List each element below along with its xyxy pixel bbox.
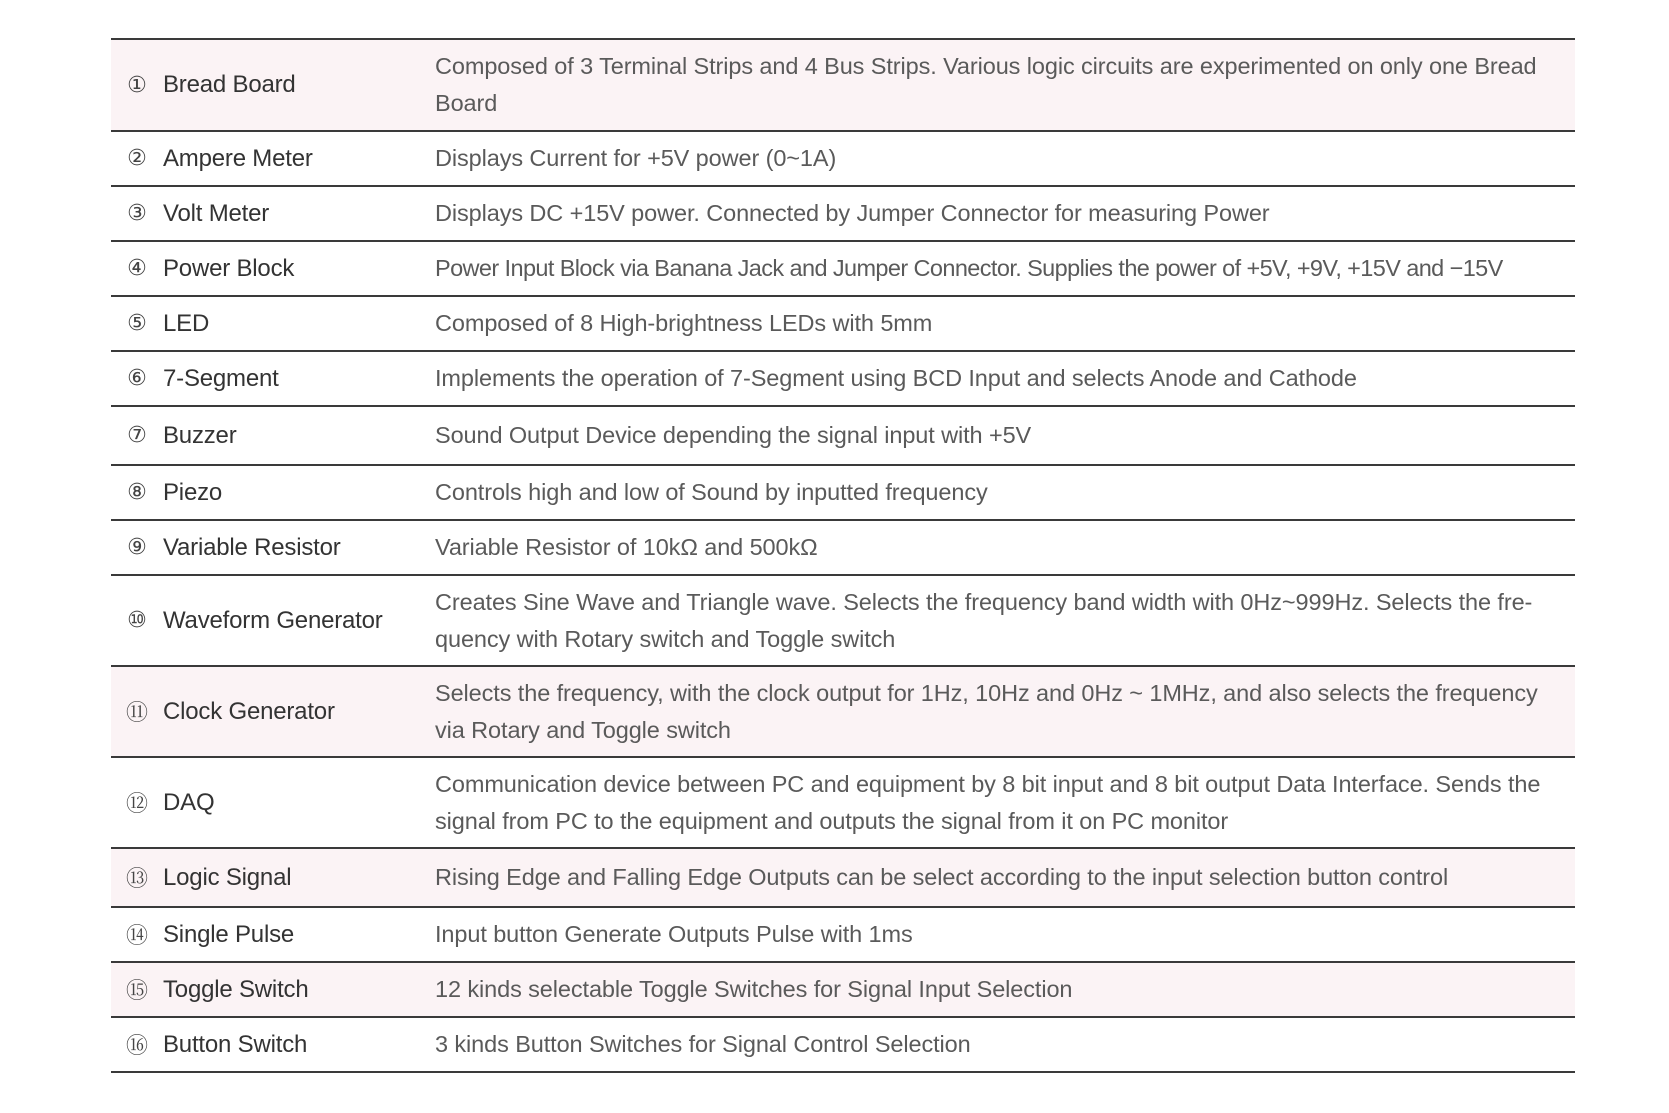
component-name: Ampere Meter xyxy=(163,144,313,172)
row-number: ⑬ xyxy=(125,867,148,892)
component-description: Displays DC +15V power. Connected by Jumper Connector for measuring Power xyxy=(435,200,1270,226)
component-name: Logic Signal xyxy=(163,863,292,891)
row-number: ⑤ xyxy=(127,311,147,336)
table-row xyxy=(111,242,1575,297)
table-row xyxy=(111,297,1575,352)
component-description: Communication device between PC and equipment by 8 bit input and 8 bit output Data Interface. Sends the signal from PC to the equipment and outputs the signal from it on PC monitor xyxy=(435,770,1541,834)
table-row xyxy=(111,407,1575,466)
row-number: ⑧ xyxy=(127,480,147,505)
row-number: ⑪ xyxy=(125,701,148,726)
table-row xyxy=(111,963,1575,1018)
component-name: Variable Resistor xyxy=(163,533,341,561)
component-description: 3 kinds Button Switches for Signal Control Selection xyxy=(435,1031,971,1057)
table-row xyxy=(111,908,1575,963)
component-name: Bread Board xyxy=(163,71,296,98)
row-number: ⑮ xyxy=(125,979,148,1004)
table-row xyxy=(111,849,1575,908)
component-description: Sound Output Device depending the signal input with +5V xyxy=(435,422,1032,448)
row-number: ④ xyxy=(127,256,147,281)
component-name: Piezo xyxy=(163,478,223,506)
component-description: 12 kinds selectable Toggle Switches for Signal Input Selection xyxy=(435,976,1073,1002)
component-description: Implements the operation of 7-Segment using BCD Input and selects Anode and Cathode xyxy=(435,365,1357,391)
table-row xyxy=(111,132,1575,187)
table-row xyxy=(111,187,1575,242)
table-row xyxy=(111,352,1575,407)
row-number: ③ xyxy=(127,201,147,226)
component-description: Displays Current for +5V power (0~1A) xyxy=(435,145,837,171)
component-description: Selects the frequency, with the clock output for 1Hz, 10Hz and 0Hz ~ 1MHz, and also selects the frequency via Rotary and Toggle switch xyxy=(435,679,1538,743)
component-name: Volt Meter xyxy=(163,199,270,227)
component-name: Buzzer xyxy=(163,421,237,449)
component-description: Input button Generate Outputs Pulse with 1ms xyxy=(435,921,913,947)
table-row xyxy=(111,758,1575,849)
component-description: Rising Edge and Falling Edge Outputs can be select according to the input selection button control xyxy=(435,864,1449,890)
component-name: 7-Segment xyxy=(163,364,279,392)
table-row xyxy=(111,1018,1575,1073)
row-number: ⑨ xyxy=(127,535,147,560)
row-number: ⑫ xyxy=(125,792,148,817)
table-row xyxy=(111,466,1575,521)
component-name: DAQ xyxy=(163,788,215,816)
component-name: Waveform Generator xyxy=(163,606,383,634)
row-number: ② xyxy=(127,146,147,171)
table-row xyxy=(111,521,1575,576)
component-name: Power Block xyxy=(163,254,295,282)
component-description: Composed of 3 Terminal Strips and 4 Bus Strips. Various logic circuits are experimented on only one Bread Board xyxy=(435,53,1537,116)
component-name: Toggle Switch xyxy=(163,975,309,1003)
component-spec-table xyxy=(111,38,1575,1073)
component-description: Power Input Block via Banana Jack and Jumper Connector. Supplies the power of +5V, +9V, +15V and −15V xyxy=(435,255,1503,281)
row-number: ⑭ xyxy=(125,924,148,949)
component-description: Creates Sine Wave and Triangle wave. Selects the frequency band width with 0Hz~999Hz. Selects the fre-quency with Rotary switch and Toggle switch xyxy=(435,588,1533,652)
table-row xyxy=(111,40,1575,132)
component-name: Single Pulse xyxy=(163,920,295,948)
table-row xyxy=(111,576,1575,667)
component-description: Variable Resistor of 10kΩ and 500kΩ xyxy=(435,534,818,560)
row-number: ① xyxy=(127,72,147,98)
row-number: ⑯ xyxy=(125,1034,148,1059)
component-name: Clock Generator xyxy=(163,697,335,725)
component-description: Controls high and low of Sound by inputted frequency xyxy=(435,479,988,505)
component-name: Button Switch xyxy=(163,1030,308,1058)
row-number: ⑥ xyxy=(127,366,147,391)
component-description: Composed of 8 High-brightness LEDs with 5mm xyxy=(435,310,933,336)
table-row xyxy=(111,667,1575,758)
row-number: ⑩ xyxy=(127,608,147,633)
component-name: LED xyxy=(163,309,210,337)
row-number: ⑦ xyxy=(127,423,147,448)
